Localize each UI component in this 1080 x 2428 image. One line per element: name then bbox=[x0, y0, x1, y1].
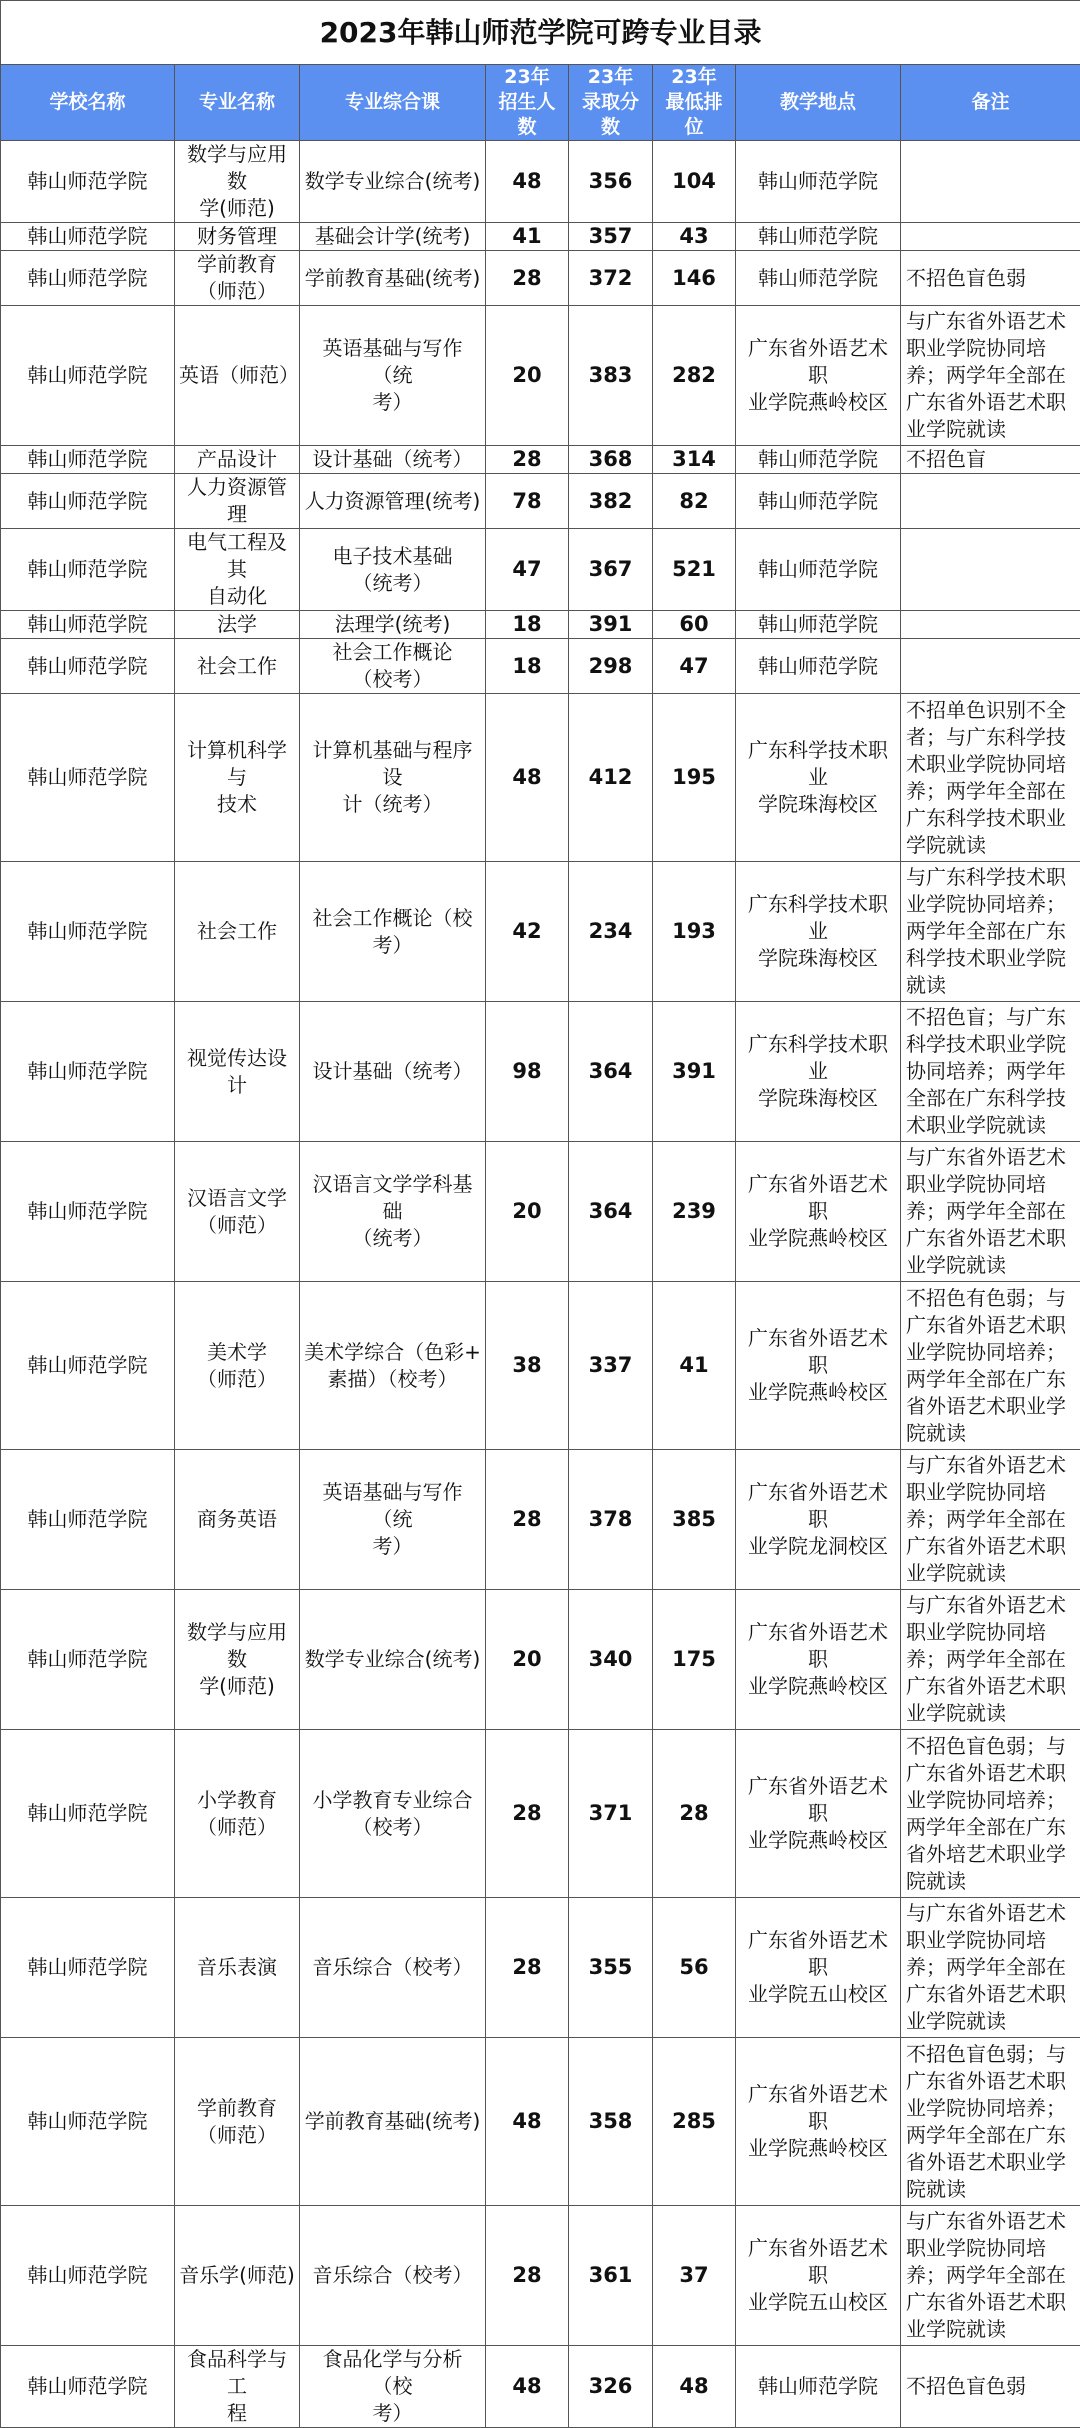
admit-score-cell: 371 bbox=[569, 1730, 653, 1898]
table-row bbox=[1, 529, 1080, 611]
min-rank-cell: 391 bbox=[653, 1002, 736, 1142]
school-cell: 韩山师范学院 bbox=[1, 141, 175, 223]
note-cell: 与广东省外语艺术职业学院协同培养；两学年全部在广东省外语艺术职业学院就读 bbox=[901, 1590, 1080, 1730]
min-rank-cell: 195 bbox=[653, 694, 736, 862]
major-cell: 音乐表演 bbox=[175, 1898, 300, 2038]
major-cell: 学前教育 （师范） bbox=[175, 251, 300, 306]
column-header-enroll-count: 23年 招生人数 bbox=[486, 65, 569, 141]
min-rank-cell: 47 bbox=[653, 639, 736, 694]
course-cell: 学前教育基础(统考) bbox=[300, 2038, 486, 2206]
school-cell: 韩山师范学院 bbox=[1, 2346, 175, 2428]
table-row bbox=[1, 251, 1080, 306]
location-cell: 韩山师范学院 bbox=[736, 223, 901, 251]
admit-score-cell: 234 bbox=[569, 862, 653, 1002]
enroll-count-cell: 28 bbox=[486, 1730, 569, 1898]
location-cell: 广东省外语艺术职 业学院燕岭校区 bbox=[736, 1730, 901, 1898]
table-row bbox=[1, 1450, 1080, 1590]
table-row bbox=[1, 141, 1080, 223]
table-row bbox=[1, 1590, 1080, 1730]
location-cell: 韩山师范学院 bbox=[736, 141, 901, 223]
table-body bbox=[1, 141, 1080, 2428]
admit-score-cell: 412 bbox=[569, 694, 653, 862]
location-cell: 广东省外语艺术职 业学院五山校区 bbox=[736, 2206, 901, 2346]
note-cell bbox=[901, 639, 1080, 694]
column-header-admit-score: 23年 录取分数 bbox=[569, 65, 653, 141]
enroll-count-cell: 48 bbox=[486, 2346, 569, 2428]
location-cell: 广东省外语艺术职 业学院燕岭校区 bbox=[736, 306, 901, 446]
course-cell: 法理学(统考) bbox=[300, 611, 486, 639]
course-cell: 数学专业综合(统考) bbox=[300, 1590, 486, 1730]
enroll-count-cell: 20 bbox=[486, 306, 569, 446]
school-cell: 韩山师范学院 bbox=[1, 1282, 175, 1450]
page-title: 2023年韩山师范学院可跨专业目录 bbox=[1, 1, 1080, 65]
school-cell: 韩山师范学院 bbox=[1, 1002, 175, 1142]
note-cell: 与广东省外语艺术职业学院协同培养；两学年全部在广东省外语艺术职业学院就读 bbox=[901, 1898, 1080, 2038]
note-cell: 与广东省外语艺术职业学院协同培养；两学年全部在广东省外语艺术职业学院就读 bbox=[901, 1450, 1080, 1590]
enroll-count-cell: 28 bbox=[486, 1898, 569, 2038]
location-cell: 韩山师范学院 bbox=[736, 251, 901, 306]
note-cell: 不招色盲色弱；与广东省外语艺术职业学院协同培养；两学年全部在广东省外语艺术职业学院就读 bbox=[901, 2038, 1080, 2206]
enroll-count-cell: 42 bbox=[486, 862, 569, 1002]
min-rank-cell: 146 bbox=[653, 251, 736, 306]
table-row bbox=[1, 446, 1080, 474]
major-cell: 财务管理 bbox=[175, 223, 300, 251]
major-cell: 社会工作 bbox=[175, 862, 300, 1002]
location-cell: 广东省外语艺术职 业学院燕岭校区 bbox=[736, 1282, 901, 1450]
admit-score-cell: 364 bbox=[569, 1142, 653, 1282]
note-cell: 不招色盲；与广东科学技术职业学院协同培养；两学年全部在广东科学技术职业学院就读 bbox=[901, 1002, 1080, 1142]
location-cell: 广东省外语艺术职 业学院燕岭校区 bbox=[736, 2038, 901, 2206]
table-row bbox=[1, 223, 1080, 251]
column-header-min-rank: 23年 最低排位 bbox=[653, 65, 736, 141]
enroll-count-cell: 28 bbox=[486, 251, 569, 306]
school-cell: 韩山师范学院 bbox=[1, 1450, 175, 1590]
school-cell: 韩山师范学院 bbox=[1, 1730, 175, 1898]
course-cell: 学前教育基础(统考) bbox=[300, 251, 486, 306]
admit-score-cell: 298 bbox=[569, 639, 653, 694]
enroll-count-cell: 18 bbox=[486, 611, 569, 639]
enroll-count-cell: 20 bbox=[486, 1590, 569, 1730]
major-cell: 电气工程及其 自动化 bbox=[175, 529, 300, 611]
school-cell: 韩山师范学院 bbox=[1, 1590, 175, 1730]
location-cell: 广东科学技术职业 学院珠海校区 bbox=[736, 862, 901, 1002]
major-cell: 汉语言文学 （师范） bbox=[175, 1142, 300, 1282]
min-rank-cell: 37 bbox=[653, 2206, 736, 2346]
note-cell: 与广东省外语艺术职业学院协同培养；两学年全部在广东省外语艺术职业学院就读 bbox=[901, 306, 1080, 446]
school-cell: 韩山师范学院 bbox=[1, 474, 175, 529]
school-cell: 韩山师范学院 bbox=[1, 529, 175, 611]
enroll-count-cell: 41 bbox=[486, 223, 569, 251]
course-cell: 小学教育专业综合 （校考） bbox=[300, 1730, 486, 1898]
enroll-count-cell: 28 bbox=[486, 446, 569, 474]
table-header-row bbox=[1, 65, 1080, 141]
major-cell: 美术学 （师范） bbox=[175, 1282, 300, 1450]
course-cell: 数学专业综合(统考) bbox=[300, 141, 486, 223]
location-cell: 广东省外语艺术职 业学院龙洞校区 bbox=[736, 1450, 901, 1590]
admit-score-cell: 326 bbox=[569, 2346, 653, 2428]
location-cell: 韩山师范学院 bbox=[736, 529, 901, 611]
course-cell: 音乐综合（校考） bbox=[300, 1898, 486, 2038]
school-cell: 韩山师范学院 bbox=[1, 306, 175, 446]
table-row bbox=[1, 639, 1080, 694]
table-row bbox=[1, 1730, 1080, 1898]
min-rank-cell: 28 bbox=[653, 1730, 736, 1898]
course-cell: 人力资源管理(统考) bbox=[300, 474, 486, 529]
school-cell: 韩山师范学院 bbox=[1, 639, 175, 694]
note-cell: 不招色盲色弱 bbox=[901, 251, 1080, 306]
note-cell: 与广东省外语艺术职业学院协同培养；两学年全部在广东省外语艺术职业学院就读 bbox=[901, 2206, 1080, 2346]
school-cell: 韩山师范学院 bbox=[1, 1898, 175, 2038]
min-rank-cell: 56 bbox=[653, 1898, 736, 2038]
course-cell: 音乐综合（校考） bbox=[300, 2206, 486, 2346]
enroll-count-cell: 47 bbox=[486, 529, 569, 611]
note-cell bbox=[901, 223, 1080, 251]
table-row bbox=[1, 2206, 1080, 2346]
table-row bbox=[1, 611, 1080, 639]
note-cell: 与广东省外语艺术职业学院协同培养；两学年全部在广东省外语艺术职业学院就读 bbox=[901, 1142, 1080, 1282]
table-row bbox=[1, 1002, 1080, 1142]
location-cell: 广东省外语艺术职 业学院五山校区 bbox=[736, 1898, 901, 2038]
school-cell: 韩山师范学院 bbox=[1, 251, 175, 306]
min-rank-cell: 48 bbox=[653, 2346, 736, 2428]
enroll-count-cell: 38 bbox=[486, 1282, 569, 1450]
note-cell bbox=[901, 529, 1080, 611]
min-rank-cell: 285 bbox=[653, 2038, 736, 2206]
major-cell: 学前教育 （师范） bbox=[175, 2038, 300, 2206]
table-row bbox=[1, 694, 1080, 862]
min-rank-cell: 239 bbox=[653, 1142, 736, 1282]
admit-score-cell: 337 bbox=[569, 1282, 653, 1450]
note-cell bbox=[901, 474, 1080, 529]
major-cell: 数学与应用数 学(师范) bbox=[175, 141, 300, 223]
note-cell: 与广东科学技术职业学院协同培养；两学年全部在广东科学技术职业学院就读 bbox=[901, 862, 1080, 1002]
min-rank-cell: 41 bbox=[653, 1282, 736, 1450]
admit-score-cell: 368 bbox=[569, 446, 653, 474]
location-cell: 广东省外语艺术职 业学院燕岭校区 bbox=[736, 1590, 901, 1730]
note-cell: 不招色盲色弱；与广东省外语艺术职业学院协同培养；两学年全部在广东省外培艺术职业学院就读 bbox=[901, 1730, 1080, 1898]
min-rank-cell: 43 bbox=[653, 223, 736, 251]
enroll-count-cell: 20 bbox=[486, 1142, 569, 1282]
enroll-count-cell: 18 bbox=[486, 639, 569, 694]
enroll-count-cell: 48 bbox=[486, 694, 569, 862]
course-cell: 食品化学与分析（校 考） bbox=[300, 2346, 486, 2428]
admit-score-cell: 383 bbox=[569, 306, 653, 446]
location-cell: 韩山师范学院 bbox=[736, 474, 901, 529]
school-cell: 韩山师范学院 bbox=[1, 862, 175, 1002]
course-cell: 社会工作概论 （校考） bbox=[300, 639, 486, 694]
course-cell: 计算机基础与程序设 计（统考） bbox=[300, 694, 486, 862]
min-rank-cell: 193 bbox=[653, 862, 736, 1002]
admit-score-cell: 340 bbox=[569, 1590, 653, 1730]
min-rank-cell: 521 bbox=[653, 529, 736, 611]
major-cell: 社会工作 bbox=[175, 639, 300, 694]
location-cell: 韩山师范学院 bbox=[736, 639, 901, 694]
admit-score-cell: 364 bbox=[569, 1002, 653, 1142]
course-cell: 社会工作概论（校 考） bbox=[300, 862, 486, 1002]
school-cell: 韩山师范学院 bbox=[1, 2206, 175, 2346]
min-rank-cell: 60 bbox=[653, 611, 736, 639]
min-rank-cell: 82 bbox=[653, 474, 736, 529]
min-rank-cell: 314 bbox=[653, 446, 736, 474]
enroll-count-cell: 48 bbox=[486, 141, 569, 223]
location-cell: 广东科学技术职业 学院珠海校区 bbox=[736, 1002, 901, 1142]
location-cell: 韩山师范学院 bbox=[736, 446, 901, 474]
note-cell: 不招色盲 bbox=[901, 446, 1080, 474]
enroll-count-cell: 78 bbox=[486, 474, 569, 529]
admit-score-cell: 357 bbox=[569, 223, 653, 251]
course-cell: 美术学综合（色彩+ 素描）（校考） bbox=[300, 1282, 486, 1450]
note-cell: 不招色有色弱；与广东省外语艺术职业学院协同培养；两学年全部在广东省外语艺术职业学院就读 bbox=[901, 1282, 1080, 1450]
table-row bbox=[1, 1282, 1080, 1450]
note-cell: 不招色盲色弱 bbox=[901, 2346, 1080, 2428]
min-rank-cell: 385 bbox=[653, 1450, 736, 1590]
enroll-count-cell: 28 bbox=[486, 1450, 569, 1590]
course-cell: 英语基础与写作（统 考） bbox=[300, 306, 486, 446]
column-header-major: 专业名称 bbox=[175, 65, 300, 141]
table-row bbox=[1, 1142, 1080, 1282]
table-row bbox=[1, 2038, 1080, 2206]
location-cell: 韩山师范学院 bbox=[736, 611, 901, 639]
location-cell: 韩山师范学院 bbox=[736, 2346, 901, 2428]
min-rank-cell: 104 bbox=[653, 141, 736, 223]
school-cell: 韩山师范学院 bbox=[1, 611, 175, 639]
major-cell: 商务英语 bbox=[175, 1450, 300, 1590]
school-cell: 韩山师范学院 bbox=[1, 1142, 175, 1282]
major-cell: 计算机科学与 技术 bbox=[175, 694, 300, 862]
admit-score-cell: 361 bbox=[569, 2206, 653, 2346]
major-cell: 小学教育 （师范） bbox=[175, 1730, 300, 1898]
column-header-school: 学校名称 bbox=[1, 65, 175, 141]
course-cell: 英语基础与写作（统 考） bbox=[300, 1450, 486, 1590]
course-cell: 设计基础（统考） bbox=[300, 1002, 486, 1142]
admit-score-cell: 391 bbox=[569, 611, 653, 639]
admit-score-cell: 355 bbox=[569, 1898, 653, 2038]
school-cell: 韩山师范学院 bbox=[1, 223, 175, 251]
table-row bbox=[1, 862, 1080, 1002]
admit-score-cell: 382 bbox=[569, 474, 653, 529]
major-cell: 音乐学(师范) bbox=[175, 2206, 300, 2346]
major-cell: 食品科学与工 程 bbox=[175, 2346, 300, 2428]
enroll-count-cell: 98 bbox=[486, 1002, 569, 1142]
course-cell: 基础会计学(统考) bbox=[300, 223, 486, 251]
admit-score-cell: 372 bbox=[569, 251, 653, 306]
table-row bbox=[1, 474, 1080, 529]
table-row bbox=[1, 306, 1080, 446]
location-cell: 广东省外语艺术职 业学院燕岭校区 bbox=[736, 1142, 901, 1282]
major-cell: 产品设计 bbox=[175, 446, 300, 474]
course-cell: 电子技术基础 （统考） bbox=[300, 529, 486, 611]
course-cell: 汉语言文学学科基础 （统考） bbox=[300, 1142, 486, 1282]
enroll-count-cell: 28 bbox=[486, 2206, 569, 2346]
note-cell bbox=[901, 611, 1080, 639]
school-cell: 韩山师范学院 bbox=[1, 446, 175, 474]
enroll-count-cell: 48 bbox=[486, 2038, 569, 2206]
location-cell: 广东科学技术职业 学院珠海校区 bbox=[736, 694, 901, 862]
note-cell bbox=[901, 141, 1080, 223]
admit-score-cell: 378 bbox=[569, 1450, 653, 1590]
admit-score-cell: 356 bbox=[569, 141, 653, 223]
column-header-location: 教学地点 bbox=[736, 65, 901, 141]
table-row bbox=[1, 2346, 1080, 2428]
admit-score-cell: 358 bbox=[569, 2038, 653, 2206]
school-cell: 韩山师范学院 bbox=[1, 694, 175, 862]
min-rank-cell: 282 bbox=[653, 306, 736, 446]
note-cell: 不招单色识别不全者；与广东科学技术职业学院协同培养；两学年全部在广东科学技术职业学院就读 bbox=[901, 694, 1080, 862]
major-cell: 数学与应用数 学(师范) bbox=[175, 1590, 300, 1730]
min-rank-cell: 175 bbox=[653, 1590, 736, 1730]
admit-score-cell: 367 bbox=[569, 529, 653, 611]
major-cell: 人力资源管理 bbox=[175, 474, 300, 529]
column-header-course: 专业综合课 bbox=[300, 65, 486, 141]
column-header-note: 备注 bbox=[901, 65, 1080, 141]
major-cell: 视觉传达设计 bbox=[175, 1002, 300, 1142]
major-cell: 法学 bbox=[175, 611, 300, 639]
school-cell: 韩山师范学院 bbox=[1, 2038, 175, 2206]
major-cell: 英语（师范） bbox=[175, 306, 300, 446]
table-row bbox=[1, 1898, 1080, 2038]
course-cell: 设计基础（统考） bbox=[300, 446, 486, 474]
